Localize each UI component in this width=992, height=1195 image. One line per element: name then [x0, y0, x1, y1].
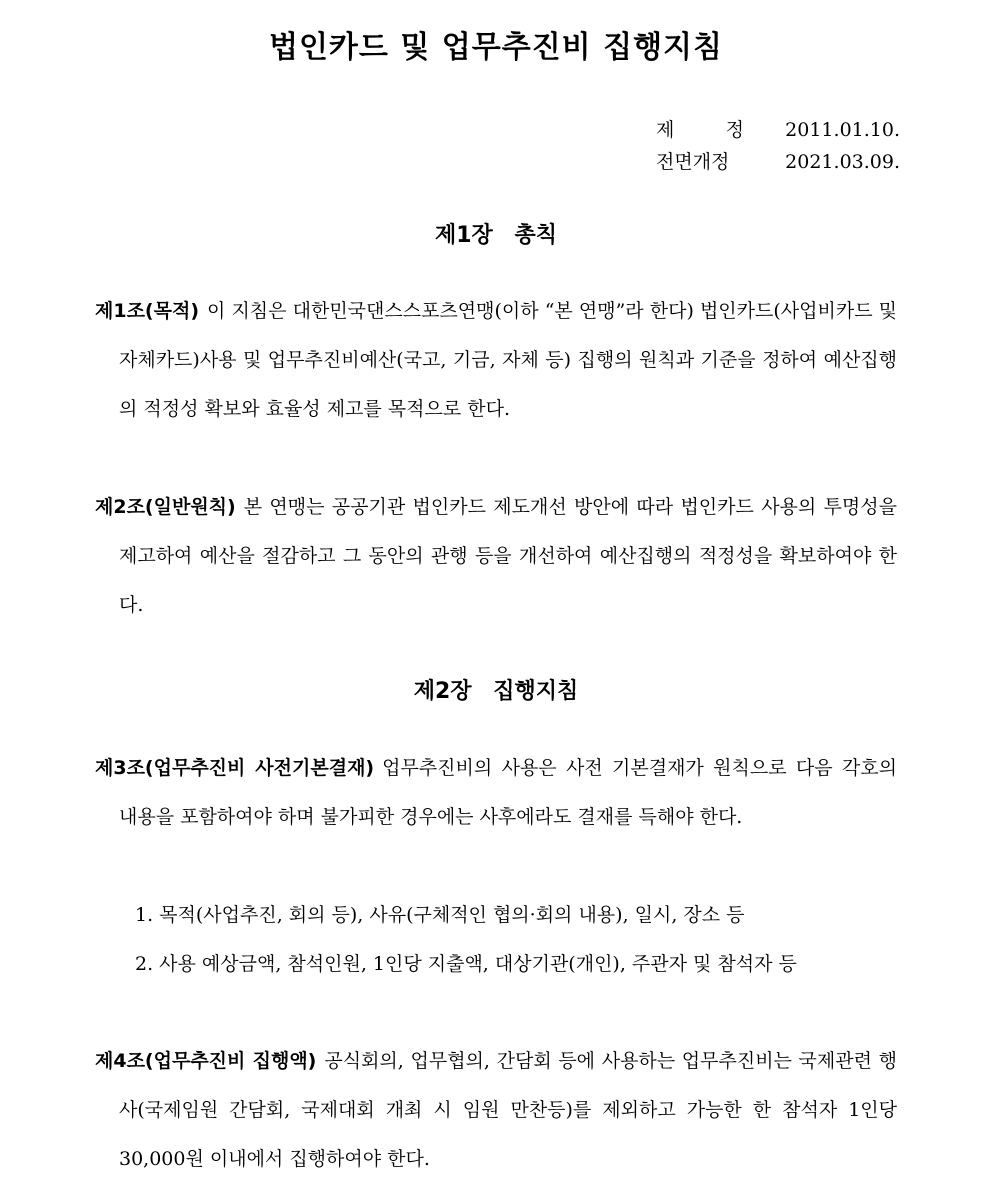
revised-label: 전면개정: [656, 151, 730, 173]
date-row-enacted: [600, 114, 900, 146]
article-4: [95, 1037, 897, 1184]
article-3: [95, 744, 897, 842]
article-1-body: [95, 287, 897, 434]
article-3-text: 업무추진비의 사용은 사전 기본결재가 원칙으로 다음 각호의 내용을 포함하여야 하며 불가피한 경우에는 사후에라도 결재를 득해야 한다.: [119, 757, 897, 828]
article-2-body: [95, 483, 897, 630]
article-2-text: 본 연맹는 공공기관 법인카드 제도개선 방안에 따라 법인카드 사용의 투명성을 제고하여 예산을 절감하고 그 동안의 관행 등을 개선하여 예산집행의 적정성을 확보하여야 한다.: [119, 496, 897, 616]
enacted-label: 제 정: [656, 119, 744, 141]
article-4-text: 공식회의, 업무협의, 간담회 등에 사용하는 업무추진비는 국제관련 행사(국제임원 간담회, 국제대회 개최 시 임원 만찬등)를 제외하고 가능한 한 참석자 1인당 30,000원 이내에서 집행하여야 한다.: [119, 1050, 897, 1170]
revised-date: 2021.03.09.: [785, 151, 900, 173]
date-row-revised: [600, 146, 900, 178]
article-3-item-2: 2. 사용 예상금액, 참석인원, 1인당 지출액, 대상기관(개인), 주관자 및 참석자 등: [135, 953, 797, 975]
article-2: [95, 483, 897, 630]
chapter-2-heading: 제2장 집행지침: [413, 679, 579, 704]
article-2-heading: 제2조(일반원칙): [95, 496, 236, 518]
article-4-heading: 제4조(업무추진비 집행액): [95, 1050, 317, 1072]
revision-dates: [600, 114, 900, 178]
article-1-text: 이 지침은 대한민국댄스스포츠연맹(이하 “본 연맹”라 한다) 법인카드(사업비카드 및 자체카드)사용 및 업무추진비예산(국고, 기금, 자체 등) 집행의 원칙과 기준을 정하여 예산집행의 적정성 확보와 효율성 제고를 목적으로 한다.: [119, 300, 897, 420]
enacted-date: 2011.01.10.: [785, 119, 900, 141]
article-3-item-2-wrap: [95, 940, 897, 989]
chapter-1-heading: 제1장 총칙: [435, 223, 557, 248]
article-1: [95, 287, 897, 434]
document-title: 법인카드 및 업무추진비 집행지침: [268, 30, 724, 65]
article-3-body: [95, 744, 897, 842]
article-1-heading: 제1조(목적): [95, 300, 200, 322]
article-4-body: [95, 1037, 897, 1184]
article-3-heading: 제3조(업무추진비 사전기본결재): [95, 757, 375, 779]
article-3-item-1: 1. 목적(사업추진, 회의 등), 사유(구체적인 협의·회의 내용), 일시, 장소 등: [135, 904, 745, 926]
